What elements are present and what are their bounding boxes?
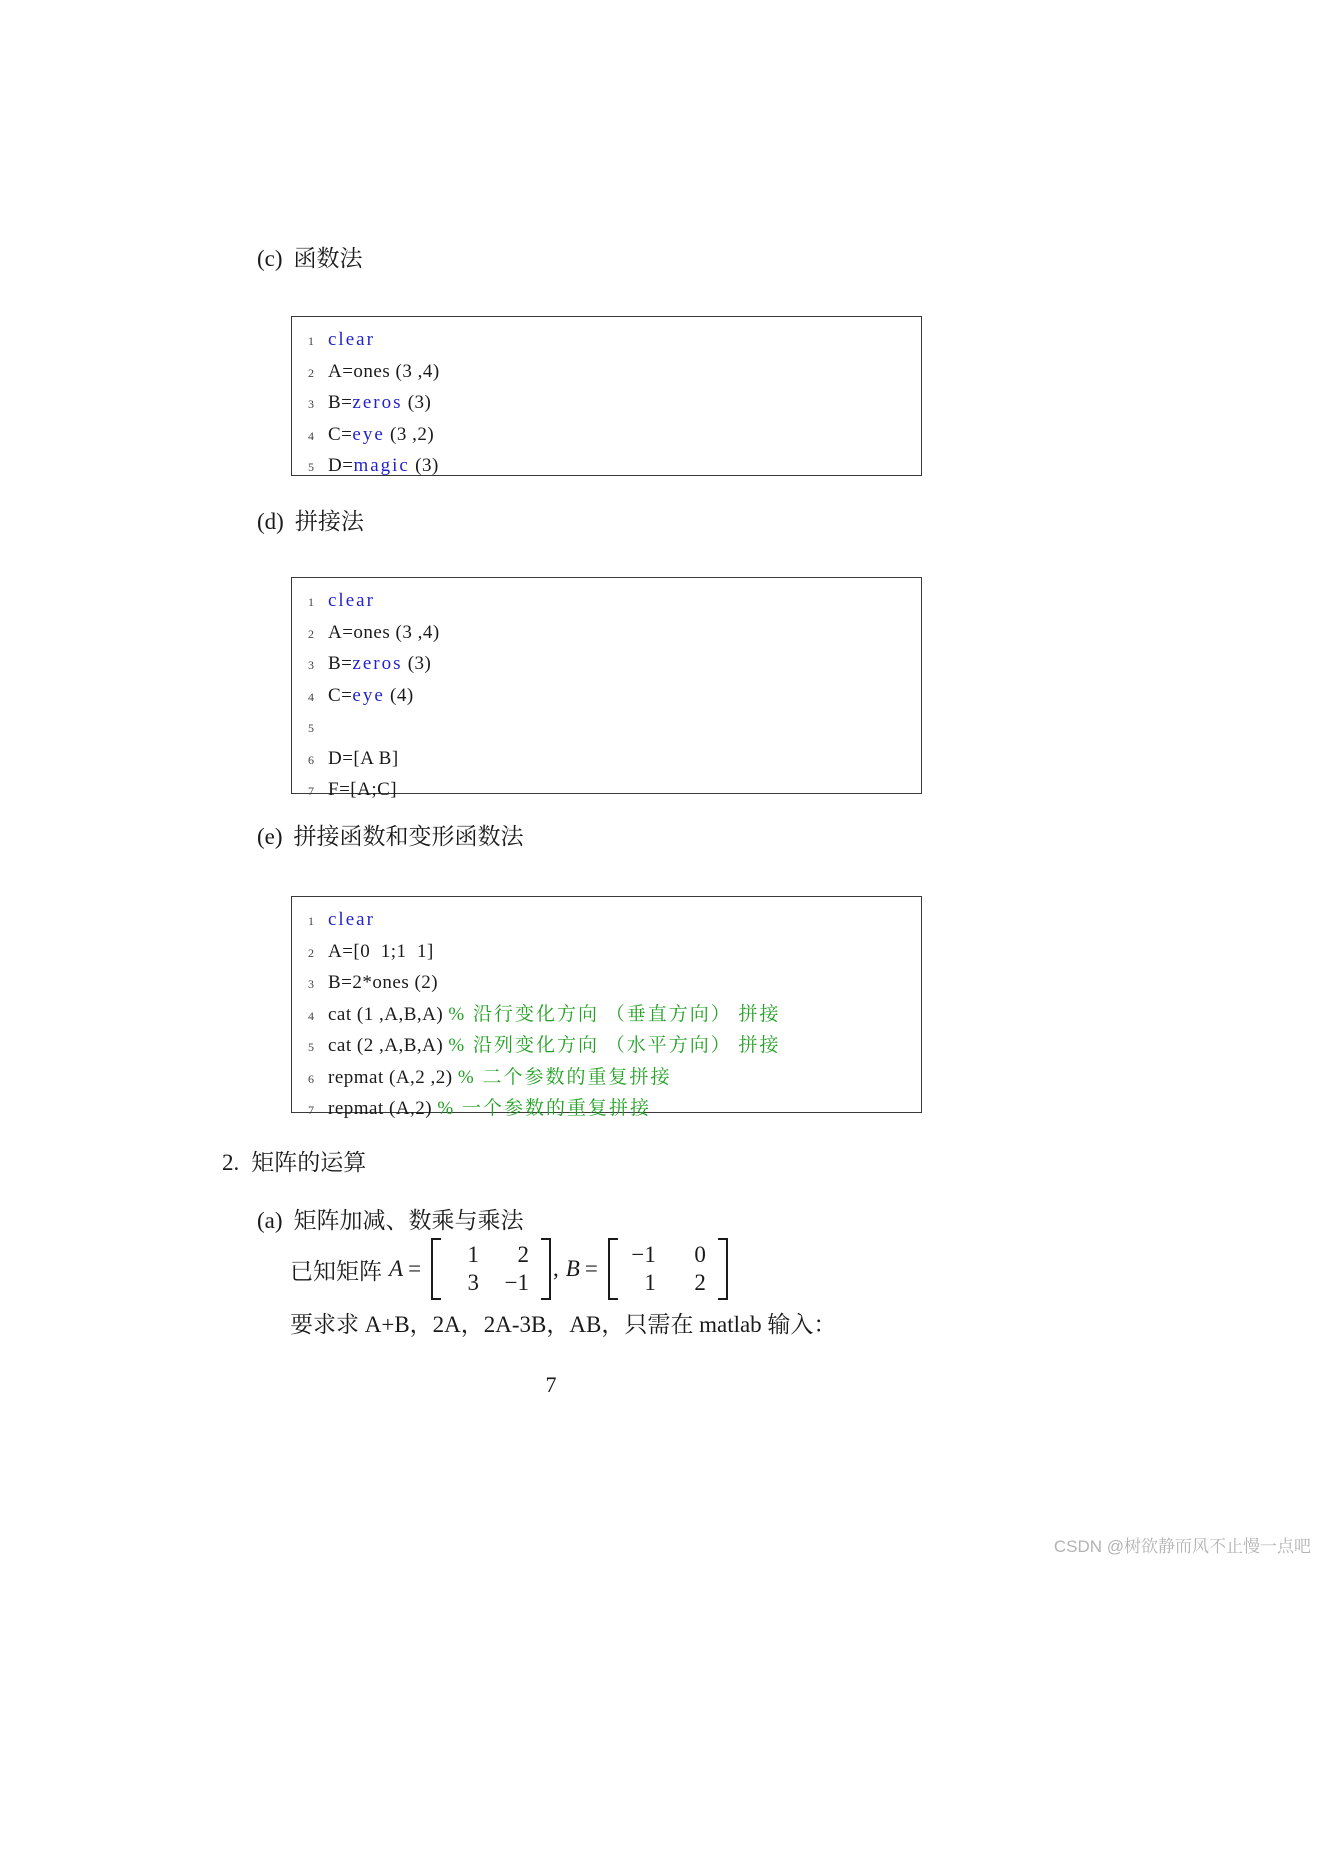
code-line: [300, 968, 921, 1000]
code-text: [328, 748, 399, 769]
equals-sign: =: [584, 1256, 598, 1281]
code-text: [328, 685, 414, 706]
line-number: 4: [308, 428, 314, 443]
line-number: 4: [308, 689, 314, 704]
code-text: [328, 972, 438, 993]
var-a: A: [389, 1256, 404, 1281]
page-number: 7: [545, 1372, 557, 1397]
code-text: [328, 1067, 671, 1088]
code-plain: D=[A B]: [328, 747, 399, 769]
code-plain: (3): [409, 455, 439, 476]
code-text: [328, 1004, 781, 1025]
code-plain: B=2*ones (2): [328, 972, 439, 993]
comma: ,: [553, 1256, 559, 1281]
known-prefix: 已知矩阵: [290, 1258, 382, 1284]
item-e-title: 拼接函数和变形函数法: [293, 824, 524, 849]
line-number: 7: [308, 784, 314, 798]
matrix-cell: 0: [694, 1242, 706, 1267]
code-plain: C=: [328, 684, 353, 706]
matrix-cell: 1: [467, 1242, 480, 1267]
code-line: [300, 649, 921, 681]
code-plain: (4): [384, 684, 414, 706]
code-plain: (3): [402, 392, 432, 413]
line-number: 6: [308, 1071, 314, 1086]
item-c-label: (c): [257, 246, 283, 271]
code-plain: C=: [328, 423, 353, 445]
item-c-title: 函数法: [293, 246, 363, 271]
var-b: B: [565, 1256, 580, 1281]
code-plain: A=ones (3 ,4): [328, 360, 440, 382]
code-keyword: clear: [328, 329, 375, 350]
item-a-label: (a): [257, 1208, 283, 1233]
matrix-a: [431, 1238, 551, 1300]
code-comment: % 沿行变化方向 （垂直方向） 拼接: [448, 1003, 781, 1025]
code-text: [328, 1098, 651, 1119]
item-c-heading: [257, 240, 363, 273]
line-number: 3: [308, 397, 314, 411]
code-line: [300, 744, 921, 776]
code-block-c: [291, 316, 922, 476]
code-keyword: zeros: [352, 653, 403, 674]
code-text: [328, 653, 431, 674]
line-number: 2: [308, 365, 314, 380]
code-keyword: magic: [353, 455, 410, 476]
item-d-heading: [257, 503, 364, 536]
section-2-title: 矩阵的运算: [251, 1150, 367, 1175]
code-comment: % 沿列变化方向 （水平方向） 拼接: [448, 1035, 781, 1056]
line-number: 6: [308, 752, 314, 767]
code-keyword: clear: [328, 590, 375, 611]
code-line: [300, 388, 921, 420]
code-text: [328, 590, 375, 611]
code-plain: cat (1 ,A,B,A): [328, 1003, 449, 1025]
matrix-a-cells: [441, 1238, 541, 1300]
code-comment: % 一个参数的重复拼接: [437, 1098, 651, 1119]
item-d-title: 拼接法: [294, 509, 364, 534]
line-number: 5: [308, 460, 314, 474]
item-d-label: (d): [257, 509, 284, 534]
line-number: 2: [308, 945, 314, 960]
matrix-b: [608, 1238, 728, 1300]
matrix-cell: 1: [644, 1270, 656, 1295]
code-text: [328, 455, 439, 476]
code-plain: cat (2 ,A,B,A): [328, 1035, 449, 1056]
code-line: [300, 905, 921, 937]
code-text: [328, 361, 440, 382]
matrix-definition-line: [290, 1234, 730, 1304]
code-line: [300, 1031, 921, 1063]
line-number: 4: [308, 1008, 314, 1023]
line-number: 5: [308, 721, 314, 735]
line-number: 5: [308, 1040, 314, 1054]
item-a-title: 矩阵加减、数乘与乘法: [293, 1208, 524, 1233]
code-plain: repmat (A,2): [328, 1098, 438, 1119]
code-plain: D=: [328, 455, 354, 476]
line-number: 3: [308, 658, 314, 672]
code-plain: B=: [328, 653, 353, 674]
matrix-b-cells: [618, 1238, 718, 1300]
matrix-cell: 2: [694, 1270, 706, 1295]
section-2-number: 2.: [222, 1150, 240, 1175]
matrix-cell: −1: [631, 1242, 656, 1267]
watermark-text: CSDN @树欲静而风不止慢一点吧: [1053, 1537, 1311, 1556]
right-bracket: [541, 1238, 551, 1300]
code-plain: (3): [402, 653, 432, 674]
matrix-cell: 2: [517, 1242, 530, 1267]
code-keyword: zeros: [352, 392, 403, 413]
code-line: [300, 586, 921, 618]
code-keyword: eye: [352, 423, 385, 445]
code-line: [300, 1063, 921, 1095]
code-text: [328, 779, 397, 800]
code-line: [300, 712, 921, 744]
code-text: [328, 909, 375, 930]
item-a-heading: [257, 1202, 524, 1235]
matrix-cell: 3: [467, 1270, 480, 1295]
line-number: 1: [308, 334, 314, 348]
code-text: [328, 941, 434, 962]
code-plain: F=[A;C]: [328, 779, 398, 800]
matrix-cell: −1: [504, 1270, 530, 1295]
code-line: [300, 357, 921, 389]
equals-sign: =: [408, 1256, 422, 1281]
code-block-d: [291, 577, 922, 800]
right-bracket: [718, 1238, 728, 1300]
line-number: 1: [308, 595, 314, 609]
left-bracket: [431, 1238, 441, 1300]
item-e-label: (e): [257, 824, 283, 849]
line-number: 3: [308, 977, 314, 991]
code-line: [300, 1094, 921, 1126]
code-line: [300, 420, 921, 452]
code-line: [300, 1000, 921, 1032]
code-plain: A=[0 1;1 1]: [328, 940, 434, 962]
code-line: [300, 618, 921, 650]
code-plain: repmat (A,2 ,2): [328, 1066, 458, 1088]
line-number: 7: [308, 1103, 314, 1117]
item-e-heading: [257, 818, 524, 851]
code-plain: A=ones (3 ,4): [328, 621, 440, 643]
code-text: [328, 424, 434, 445]
code-text: [328, 329, 375, 350]
requirement-text: 要求求 A+B，2A，2A-3B，AB，只需在 matlab 输入：: [290, 1312, 837, 1337]
code-plain: B=: [328, 392, 353, 413]
code-line: [300, 775, 921, 807]
code-line: [300, 325, 921, 357]
line-number: 1: [308, 914, 314, 928]
section-2-heading: [222, 1144, 366, 1177]
code-line: [300, 681, 921, 713]
code-line: [300, 451, 921, 483]
code-keyword: eye: [352, 684, 385, 706]
code-comment: % 二个参数的重复拼接: [457, 1066, 672, 1088]
code-keyword: clear: [328, 909, 375, 930]
code-block-e: [291, 896, 922, 1119]
code-line: [300, 937, 921, 969]
code-text: [328, 1035, 781, 1056]
line-number: 2: [308, 626, 314, 641]
code-text: [328, 622, 440, 643]
left-bracket: [608, 1238, 618, 1300]
code-plain: (3 ,2): [384, 423, 435, 445]
code-text: [328, 392, 431, 413]
